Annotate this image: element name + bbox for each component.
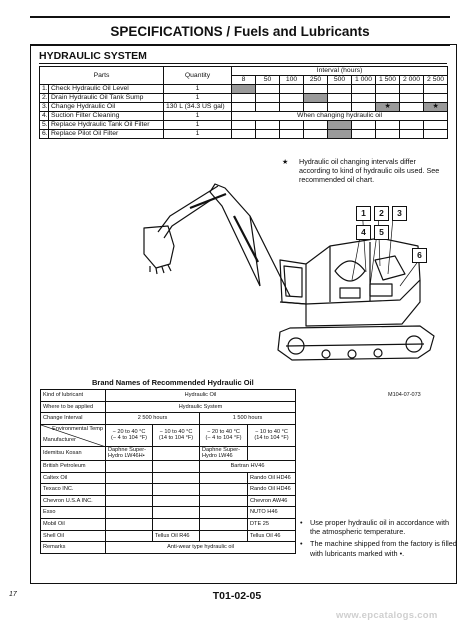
interval-cell bbox=[304, 130, 328, 139]
row-number: 3. bbox=[40, 103, 49, 112]
table-row bbox=[40, 94, 448, 103]
interval-cell bbox=[280, 103, 304, 112]
interval-cell bbox=[352, 85, 376, 94]
env-temp-label: Environmental Temp bbox=[52, 425, 103, 432]
table-row bbox=[41, 413, 296, 425]
col-parts-header: Parts bbox=[40, 67, 164, 85]
table-row bbox=[41, 495, 296, 507]
star-icon: ★ bbox=[282, 157, 289, 166]
interval-header: 2 000 bbox=[400, 76, 424, 85]
interval-cell bbox=[280, 121, 304, 130]
oil-brand bbox=[153, 495, 200, 507]
page-title: SPECIFICATIONS / Fuels and Lubricants bbox=[110, 24, 370, 39]
col-quantity-header: Quantity bbox=[164, 67, 232, 85]
interval-cell bbox=[376, 94, 400, 103]
interval-cell bbox=[256, 130, 280, 139]
oil-brand bbox=[153, 484, 200, 496]
oil-brand: Daphne Super-Hydro LW46 bbox=[200, 446, 248, 460]
table-row bbox=[41, 530, 296, 542]
oil-brand: Tellus Oil 46 bbox=[248, 530, 296, 542]
table-row bbox=[40, 103, 448, 112]
row-number: 5. bbox=[40, 121, 49, 130]
maintenance-interval-table bbox=[39, 66, 448, 139]
list-item bbox=[300, 539, 460, 557]
col-interval-header: Interval (hours) bbox=[232, 67, 448, 76]
part-quantity: 1 bbox=[164, 112, 232, 121]
interval-cell-marked bbox=[304, 94, 328, 103]
row-number: 2. bbox=[40, 94, 49, 103]
callout-4: 4 bbox=[356, 225, 371, 240]
oil-brand bbox=[153, 518, 200, 530]
interval-cell bbox=[400, 103, 424, 112]
interval-cell bbox=[400, 85, 424, 94]
kind-value: Hydraulic Oil bbox=[106, 390, 296, 402]
interval-header: 8 bbox=[232, 76, 256, 85]
oil-brand bbox=[106, 530, 153, 542]
temp-range: − 20 to 40 °C (− 4 to 104 °F) bbox=[200, 424, 248, 446]
oil-brand bbox=[200, 530, 248, 542]
interval-cell bbox=[256, 85, 280, 94]
part-quantity: 1 bbox=[164, 121, 232, 130]
excavator-illustration bbox=[130, 176, 460, 376]
oil-brand bbox=[106, 460, 153, 472]
env-manufacturer-header bbox=[41, 424, 106, 446]
interval-cell bbox=[352, 103, 376, 112]
interval-cell bbox=[352, 130, 376, 139]
oil-brand bbox=[200, 484, 248, 496]
interval-cell bbox=[328, 85, 352, 94]
interval-cell bbox=[304, 121, 328, 130]
table-row bbox=[41, 484, 296, 496]
interval-cell bbox=[424, 130, 448, 139]
remarks-label: Remarks bbox=[41, 542, 106, 554]
table-row bbox=[41, 446, 296, 460]
interval-header: 100 bbox=[280, 76, 304, 85]
oil-brand: Bartran HV46 bbox=[200, 460, 296, 472]
interval-cell bbox=[328, 94, 352, 103]
interval-cell-marked bbox=[232, 85, 256, 94]
interval-cell bbox=[232, 130, 256, 139]
row-number: 6. bbox=[40, 130, 49, 139]
oil-brand: NUTO H46 bbox=[248, 507, 296, 519]
margin-mark: 17 bbox=[9, 591, 17, 598]
interval-cell bbox=[376, 85, 400, 94]
interval-cell bbox=[352, 121, 376, 130]
interval-cell bbox=[232, 94, 256, 103]
table-row bbox=[41, 424, 296, 446]
oil-brand bbox=[153, 507, 200, 519]
interval-cell bbox=[376, 130, 400, 139]
manufacturer-name: Mobil Oil bbox=[41, 518, 106, 530]
part-name: Suction Filter Cleaning bbox=[49, 112, 164, 121]
part-quantity: 1 bbox=[164, 130, 232, 139]
manufacturer-name: Chevron U.S.A INC. bbox=[41, 495, 106, 507]
manufacturer-name: Esso bbox=[41, 507, 106, 519]
oil-brand bbox=[153, 446, 200, 460]
interval-cell bbox=[256, 103, 280, 112]
table-row bbox=[40, 112, 448, 121]
interval-header: 500 bbox=[328, 76, 352, 85]
table-row bbox=[41, 507, 296, 519]
oil-brand bbox=[153, 472, 200, 484]
interval-cell bbox=[232, 103, 256, 112]
oil-brand bbox=[200, 495, 248, 507]
oil-brand: Chevron AW46 bbox=[248, 495, 296, 507]
change-interval-a: 2 500 hours bbox=[106, 413, 200, 425]
change-label: Change Interval bbox=[41, 413, 106, 425]
oil-brand: DTE 25 bbox=[248, 518, 296, 530]
interval-cell bbox=[256, 121, 280, 130]
oil-brand bbox=[153, 460, 200, 472]
applied-label: Where to be applied bbox=[41, 401, 106, 413]
table-row bbox=[40, 130, 448, 139]
interval-cell-star: ★ bbox=[376, 103, 400, 112]
bullet-icon: • bbox=[300, 518, 303, 527]
part-name: Drain Hydraulic Oil Tank Sump bbox=[49, 94, 164, 103]
interval-header: 2 500 bbox=[424, 76, 448, 85]
part-name: Replace Hydraulic Tank Oil Filter bbox=[49, 121, 164, 130]
interval-cell bbox=[304, 85, 328, 94]
table-row bbox=[41, 460, 296, 472]
notes-list bbox=[300, 518, 460, 561]
applied-value: Hydraulic System bbox=[106, 401, 296, 413]
part-quantity: 1 bbox=[164, 94, 232, 103]
part-name: Check Hydraulic Oil Level bbox=[49, 85, 164, 94]
section-title: HYDRAULIC SYSTEM bbox=[39, 50, 147, 62]
interval-cell bbox=[256, 94, 280, 103]
manufacturer-name: Shell Oil bbox=[41, 530, 106, 542]
table-row bbox=[41, 542, 296, 554]
manufacturer-name: British Petroleum bbox=[41, 460, 106, 472]
bullet-icon: • bbox=[300, 539, 303, 549]
interval-header: 1 500 bbox=[376, 76, 400, 85]
part-name: Change Hydraulic Oil bbox=[49, 103, 164, 112]
interval-cell-marked bbox=[328, 130, 352, 139]
manufacturer-name: Texaco INC. bbox=[41, 484, 106, 496]
oil-brand bbox=[248, 446, 296, 460]
interval-header: 1 000 bbox=[352, 76, 376, 85]
callout-3: 3 bbox=[392, 206, 407, 221]
interval-cell bbox=[232, 121, 256, 130]
note-text: Use proper hydraulic oil in accordance with the atmospheric temperature. bbox=[310, 518, 450, 537]
oil-brand bbox=[106, 518, 153, 530]
interval-note-text: Hydraulic oil changing intervals differ according to kind of hydraulic oils used. See recommended oil chart. bbox=[299, 157, 440, 184]
page-header bbox=[30, 16, 450, 46]
oil-brand: Rando Oil HD46 bbox=[248, 472, 296, 484]
manufacturer-name: Idemitsu Kosan bbox=[41, 446, 106, 460]
row-number: 1. bbox=[40, 85, 49, 94]
list-item bbox=[300, 518, 460, 536]
manufacturer-label: Manufacturer bbox=[43, 437, 76, 444]
remarks-value: Anti-wear type hydraulic oil bbox=[106, 542, 296, 554]
callout-6: 6 bbox=[412, 248, 427, 263]
table-row bbox=[41, 390, 296, 402]
interval-cell bbox=[424, 85, 448, 94]
part-quantity: 130 L (34.3 US gal) bbox=[164, 103, 232, 112]
interval-cell bbox=[424, 121, 448, 130]
callout-5: 5 bbox=[374, 225, 389, 240]
page-number: T01-02-05 bbox=[212, 590, 262, 602]
table-row bbox=[41, 472, 296, 484]
temp-range: − 10 to 40 °C (14 to 104 °F) bbox=[248, 424, 296, 446]
oil-brand: Daphne Super-Hydro LW46H• bbox=[106, 446, 153, 460]
change-interval-b: 1 500 hours bbox=[200, 413, 296, 425]
part-quantity: 1 bbox=[164, 85, 232, 94]
oil-brand bbox=[106, 495, 153, 507]
interval-header: 50 bbox=[256, 76, 280, 85]
interval-cell bbox=[400, 121, 424, 130]
interval-cell bbox=[280, 130, 304, 139]
watermark: www.epcatalogs.com bbox=[336, 610, 438, 621]
table-row bbox=[41, 518, 296, 530]
temp-range: − 10 to 40 °C (14 to 104 °F) bbox=[153, 424, 200, 446]
interval-cell bbox=[304, 103, 328, 112]
interval-cell bbox=[376, 121, 400, 130]
interval-cell bbox=[280, 85, 304, 94]
table-row bbox=[40, 121, 448, 130]
figure-id: M104-07-073 bbox=[388, 392, 421, 398]
manufacturer-name: Caltex Oil bbox=[41, 472, 106, 484]
row-number: 4. bbox=[40, 112, 49, 121]
oil-brand: Rando Oil HD46 bbox=[248, 484, 296, 496]
interval-cell bbox=[400, 130, 424, 139]
section-rule bbox=[39, 63, 447, 64]
table-row bbox=[41, 401, 296, 413]
oil-brand bbox=[200, 518, 248, 530]
temp-range: − 20 to 40 °C (− 4 to 104 °F) bbox=[106, 424, 153, 446]
callout-1: 1 bbox=[356, 206, 371, 221]
brand-table-title: Brand Names of Recommended Hydraulic Oil bbox=[92, 378, 254, 387]
oil-brand: Tellus Oil R46 bbox=[153, 530, 200, 542]
interval-cell bbox=[328, 103, 352, 112]
interval-note: When changing hydraulic oil bbox=[232, 112, 448, 121]
interval-cell-star: ★ bbox=[424, 103, 448, 112]
note-text: The machine shipped from the factory is filled with lubricants marked with •. bbox=[310, 539, 457, 558]
oil-brand bbox=[106, 484, 153, 496]
oil-brand bbox=[200, 472, 248, 484]
interval-cell bbox=[400, 94, 424, 103]
table-row bbox=[40, 85, 448, 94]
oil-brand bbox=[200, 507, 248, 519]
recommended-oil-table bbox=[40, 389, 296, 554]
interval-cell bbox=[424, 94, 448, 103]
kind-label: Kind of lubricant bbox=[41, 390, 106, 402]
part-name: Replace Pilot Oil Filter bbox=[49, 130, 164, 139]
callout-2: 2 bbox=[374, 206, 389, 221]
interval-cell bbox=[352, 94, 376, 103]
oil-brand bbox=[106, 507, 153, 519]
oil-brand bbox=[106, 472, 153, 484]
interval-cell bbox=[280, 94, 304, 103]
interval-cell-marked bbox=[328, 121, 352, 130]
interval-header: 250 bbox=[304, 76, 328, 85]
